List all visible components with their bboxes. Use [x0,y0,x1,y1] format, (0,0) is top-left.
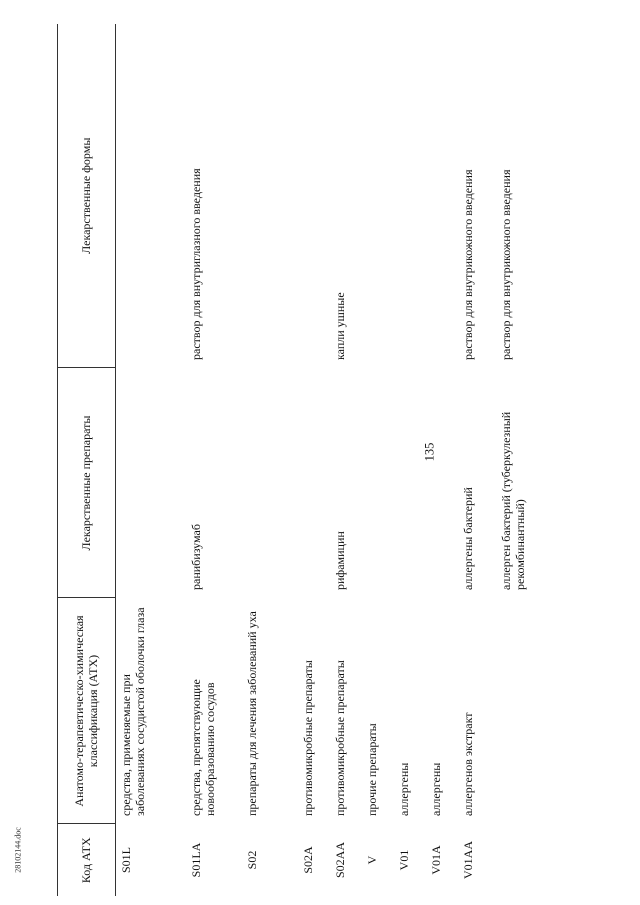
atc-code-cell: V01A [428,845,443,875]
drug-cell: рифамицин [332,531,347,590]
atc-code-cell: S01L [119,847,133,874]
table-row [458,24,496,896]
atc-code-cell: V01 [396,849,411,871]
table-filler-row [552,24,605,896]
header-dosage-forms: Лекарственные формы [57,24,116,368]
table-row [394,24,426,896]
table-row [186,24,242,896]
atc-code-cell: S02 [244,850,259,870]
classification-cell: аллергенов экстракт [460,712,475,816]
atc-code-cell [496,824,552,896]
classification-cell: аллергены [428,762,443,816]
table-row [242,24,298,896]
classification-cell: средства, применяемые при заболеваниях сосудистой оболочки глаза [119,607,148,816]
dosage-form-cell [116,24,186,368]
table-row [496,24,552,896]
table-row [426,24,458,896]
drug-cell [116,368,186,598]
atc-code-cell: V [364,855,379,865]
dosage-form-cell [242,24,298,368]
dosage-form-cell: раствор для внутрикожного введения [498,169,513,360]
page-number: 135 [422,442,437,462]
classification-cell [496,598,552,824]
atc-table-rotated [57,24,604,896]
drug-cell [394,368,426,598]
header-atc-classification: Анатомо-терапевтическо-химическая классификация (АТХ) [57,598,116,824]
document-file-code: 28102144.doc [13,827,23,873]
header-atc-code: Код АТХ [57,824,116,896]
table-row [116,24,186,896]
atc-code-cell: V01AA [460,841,475,879]
dosage-form-cell: капли ушные [332,292,347,360]
dosage-form-cell [362,24,394,368]
drug-cell [242,368,298,598]
dosage-form-cell [426,24,458,368]
classification-cell: противомикробные препараты [332,660,347,816]
table-row [362,24,394,896]
drug-cell: аллерген бактерий (туберкулезный рекомбинантный) [498,411,527,590]
dosage-form-cell: раствор для внутрикожного введения [460,169,475,360]
drug-cell [426,368,458,598]
classification-cell: противомикробные препараты [300,660,315,816]
table-row [330,24,362,896]
table-row [298,24,330,896]
table-header-row [57,24,116,896]
drug-cell: ранибизумаб [188,524,203,590]
dosage-form-cell [394,24,426,368]
drug-cell [362,368,394,598]
dosage-form-cell: раствор для внутриглазного введения [188,168,203,360]
classification-cell: прочие препараты [364,723,379,816]
atc-code-cell: S02A [300,846,315,874]
classification-cell: аллергены [396,762,411,816]
header-drugs: Лекарственные препараты [57,368,116,598]
table-left-border [57,24,58,896]
atc-drug-table [57,24,604,896]
drug-cell: аллергены бактерий [460,487,475,590]
classification-cell: препараты для лечения заболеваний уха [244,611,259,816]
atc-code-cell: S02AA [332,842,347,879]
atc-code-cell: S01LA [188,842,203,878]
drug-cell [298,368,330,598]
dosage-form-cell [298,24,330,368]
classification-cell: средства, препятствующие новообразованию сосудов [188,679,217,816]
